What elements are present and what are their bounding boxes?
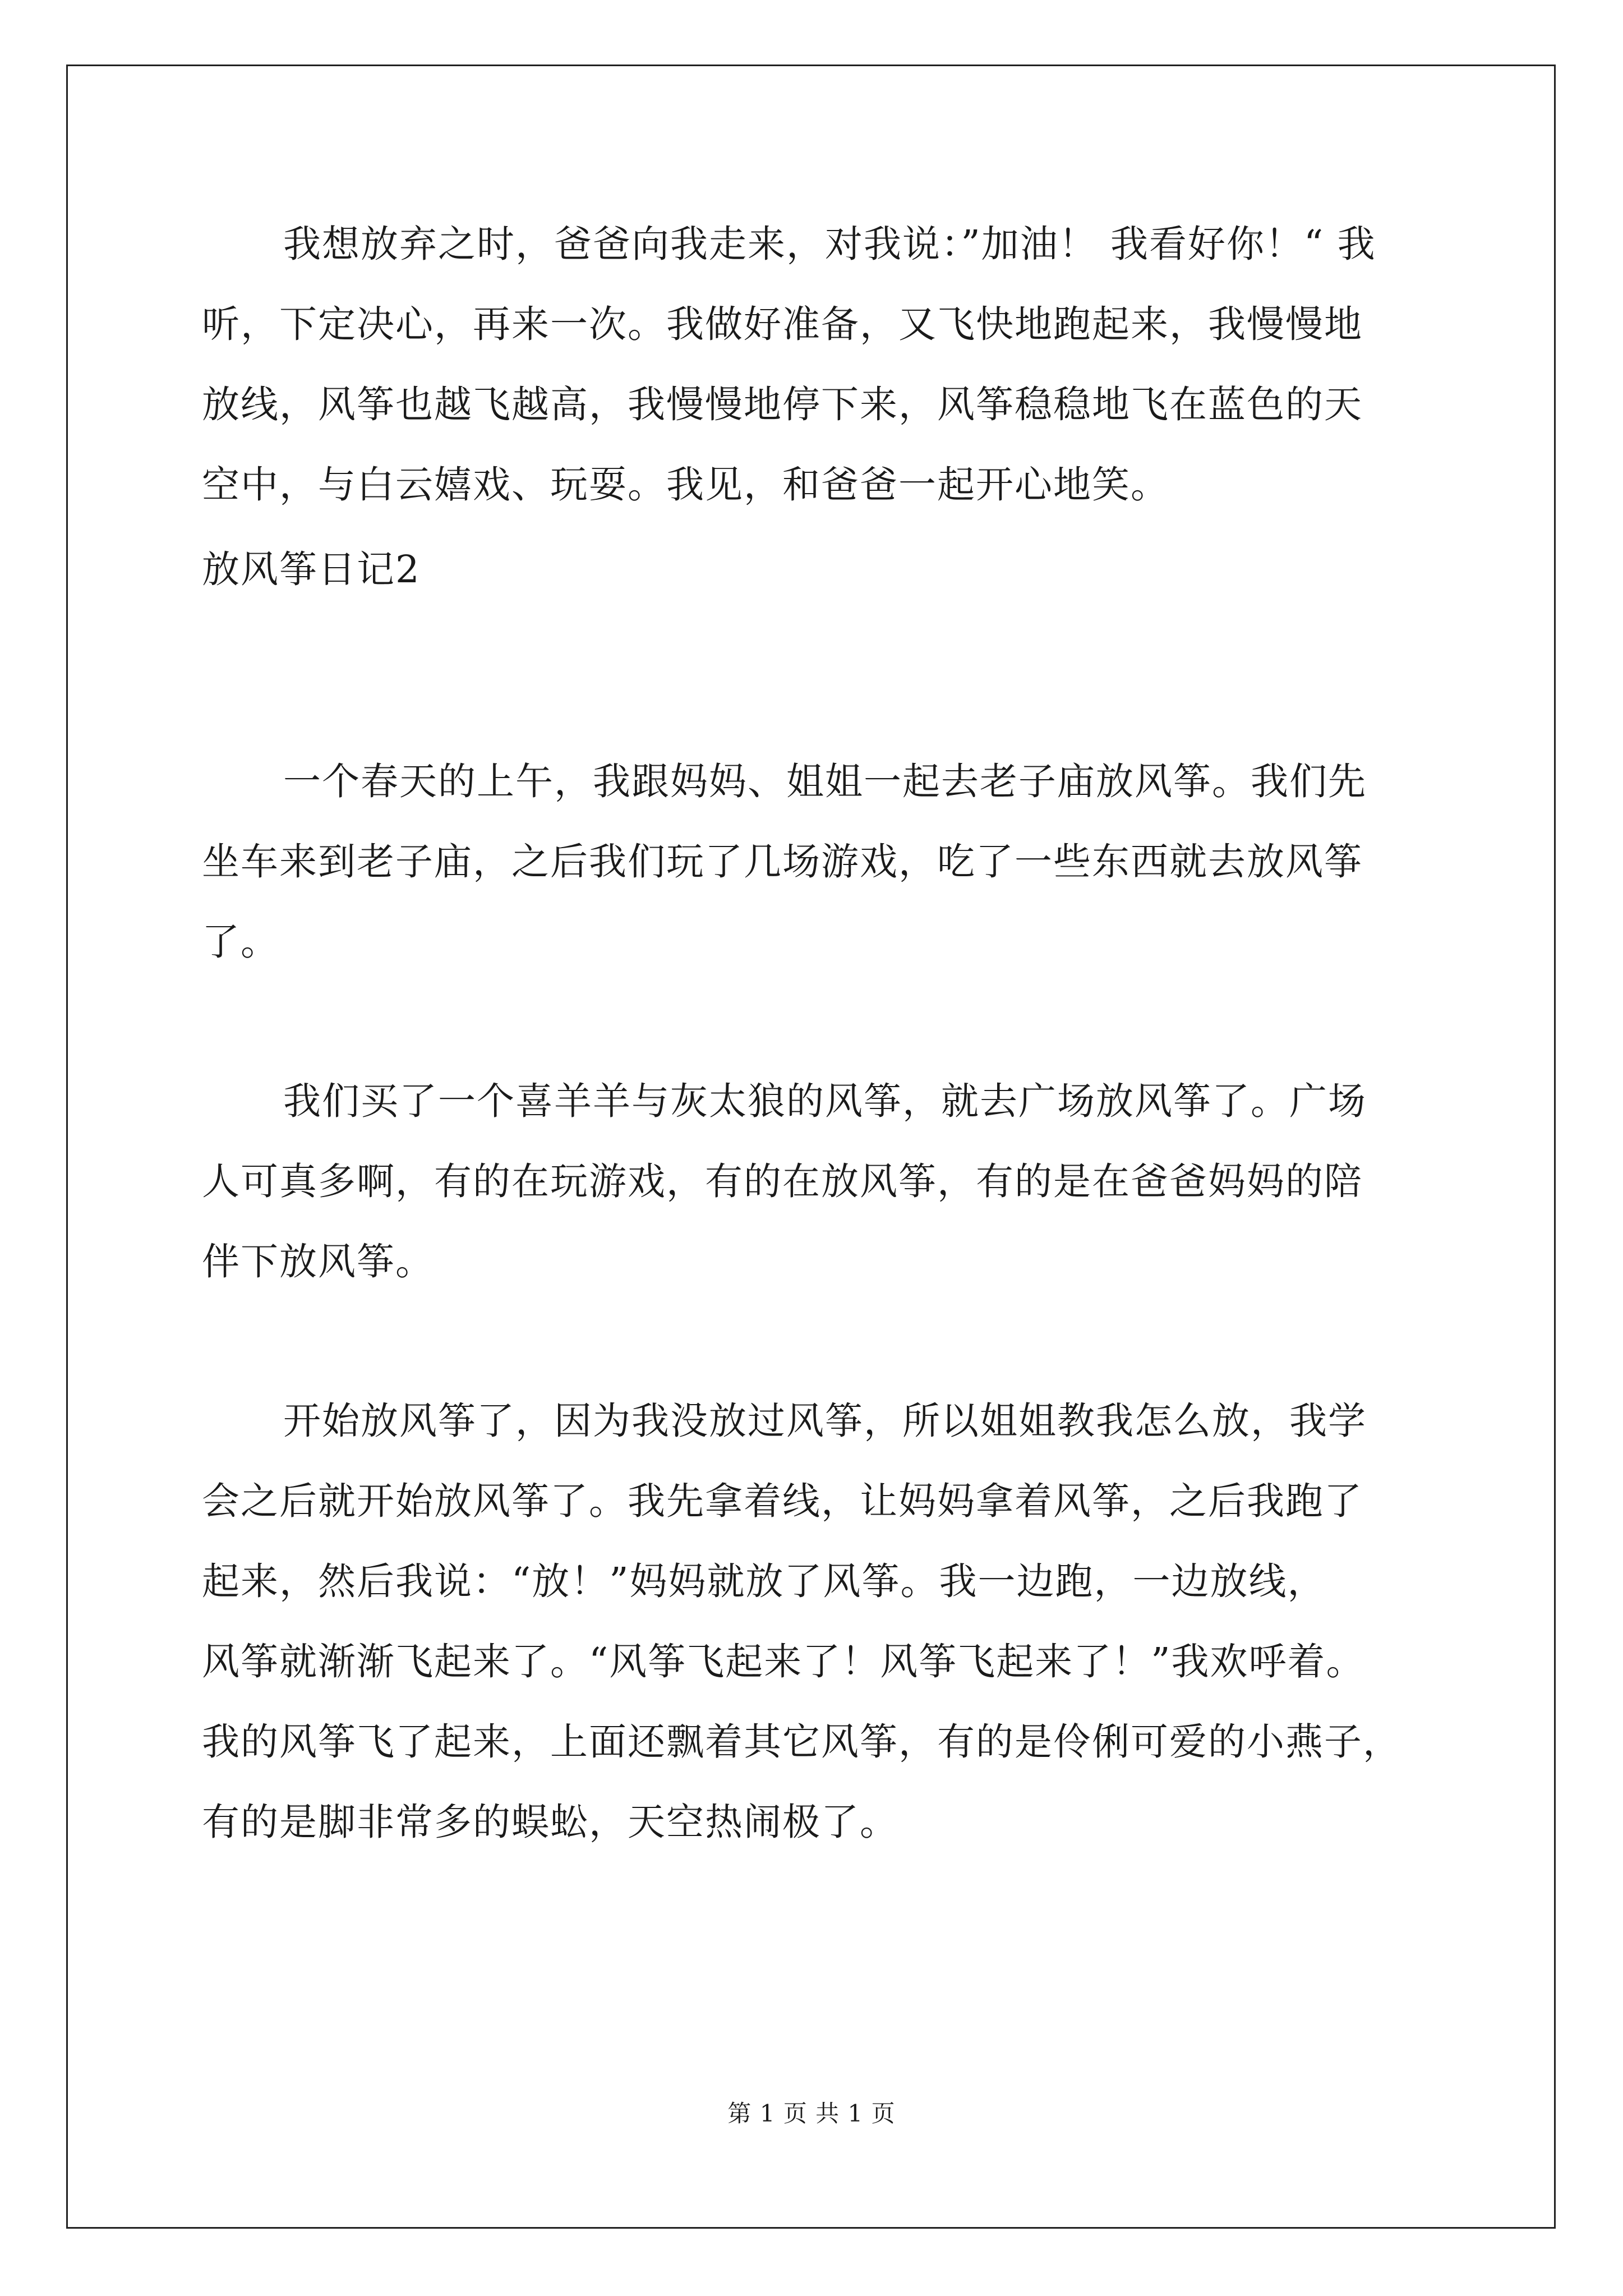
paragraph-4-line-2: 会之后就开始放风筝了。我先拿着线，让妈妈拿着风筝，之后我跑了 [202, 1479, 1363, 1523]
paragraph-2-line-3: 了。 [202, 920, 279, 964]
paragraph-3-line-2: 人可真多啊，有的在玩游戏，有的在放风筝，有的是在爸爸妈妈的陪 [202, 1159, 1363, 1203]
paragraph-4-line-5: 我的风筝飞了起来，上面还飘着其它风筝，有的是伶俐可爱的小燕子， [202, 1720, 1401, 1764]
paragraph-1-line-2: 听，下定决心，再来一次。我做好准备，又飞快地跑起来，我慢慢地 [202, 302, 1363, 346]
paragraph-2-line-1: 一个春天的上午，我跟妈妈、姐姐一起去老子庙放风筝。我们先 [283, 760, 1367, 803]
paragraph-4-line-6: 有的是脚非常多的蜈蚣，天空热闹极了。 [202, 1800, 898, 1844]
paragraph-4-line-4: 风筝就渐渐飞起来了。“风筝飞起来了！风筝飞起来了！”我欢呼着。 [202, 1640, 1365, 1683]
paragraph-3-line-1: 我们买了一个喜羊羊与灰太狼的风筝，就去广场放风筝了。广场 [283, 1079, 1367, 1123]
paragraph-1-line-3: 放线，风筝也越飞越高，我慢慢地停下来，风筝稳稳地飞在蓝色的天 [202, 383, 1363, 426]
paragraph-4-line-1: 开始放风筝了，因为我没放过风筝，所以姐姐教我怎么放，我学 [283, 1399, 1367, 1443]
paragraph-4-line-3: 起来，然后我说：“放！”妈妈就放了风筝。我一边跑，一边放线， [202, 1559, 1326, 1603]
paragraph-1-line-1: 我想放弃之时，爸爸向我走来，对我说：”加油！ 我看好你！“ 我 [283, 222, 1376, 266]
page-footer: 第 1 页 共 1 页 [727, 2100, 896, 2127]
paragraph-1-line-4: 空中，与白云嬉戏、玩耍。我见，和爸爸一起开心地笑。 [202, 463, 1169, 507]
section-heading: 放风筝日记2 [202, 547, 421, 591]
paragraph-2-line-2: 坐车来到老子庙，之后我们玩了几场游戏，吃了一些东西就去放风筝 [202, 840, 1363, 884]
paragraph-3-line-3: 伴下放风筝。 [202, 1240, 434, 1283]
